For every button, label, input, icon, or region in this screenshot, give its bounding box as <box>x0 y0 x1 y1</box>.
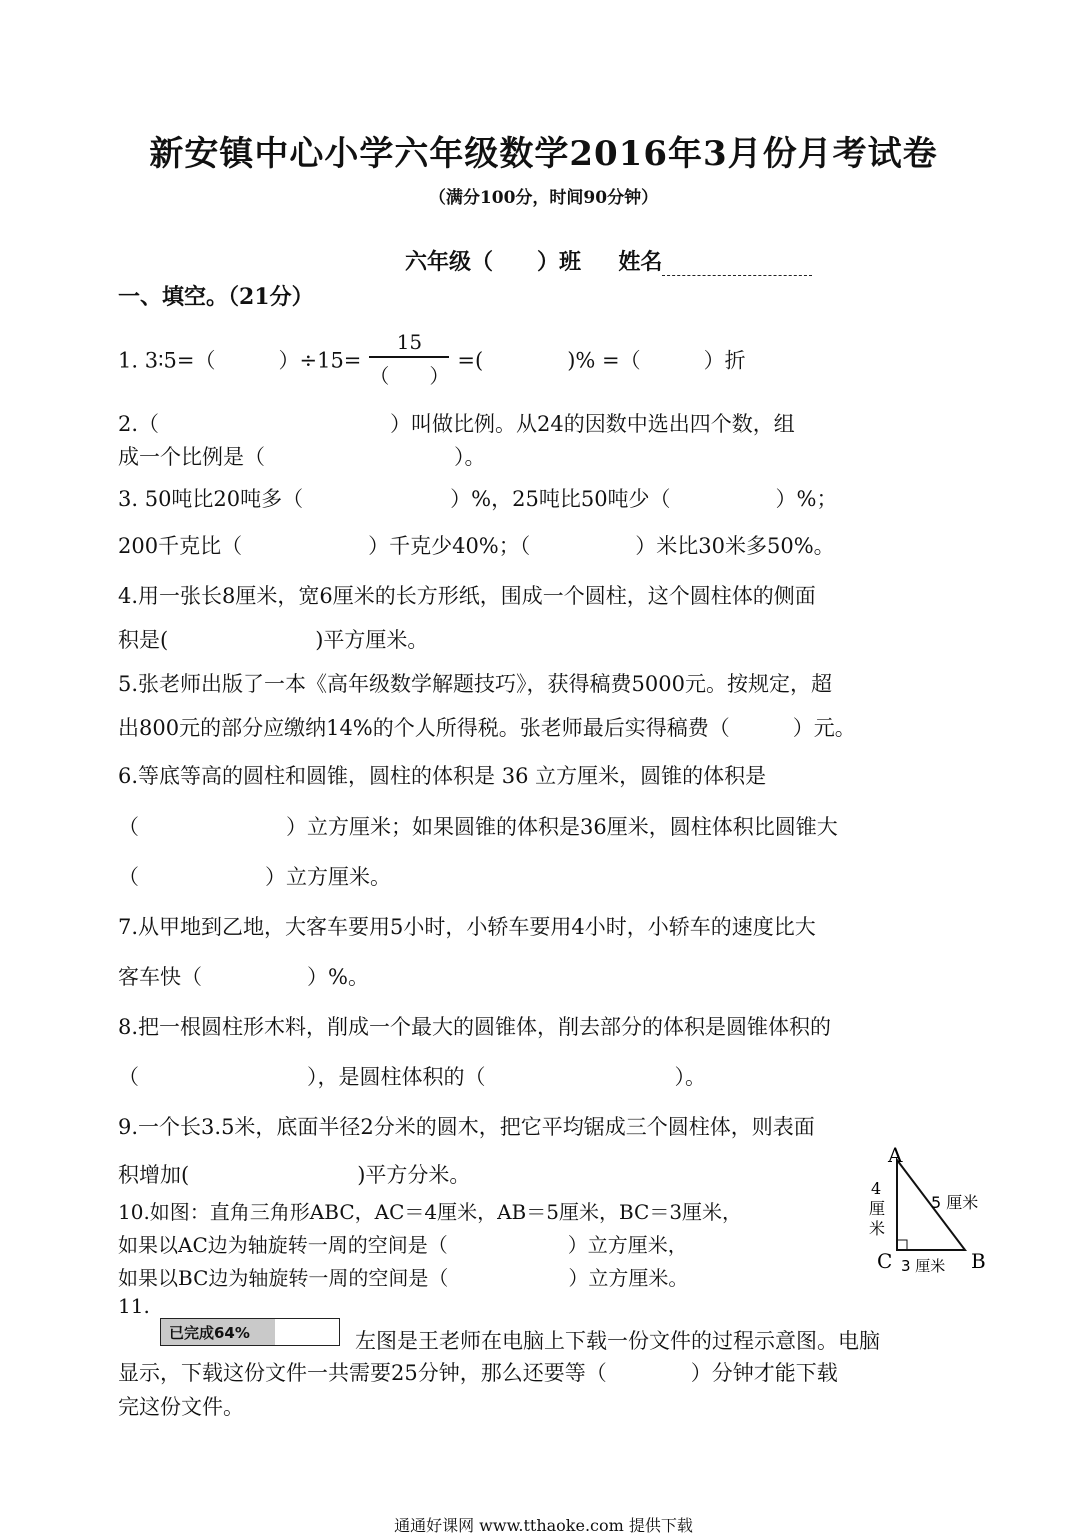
name-label: 姓名 <box>618 249 663 275</box>
question-3-line-1: 3. 50吨比20吨多（ ）%，25吨比50吨少（ ）%； <box>118 487 838 511</box>
question-6-line-2: （ ）立方厘米；如果圆锥的体积是36厘米，圆柱体积比圆锥大 <box>118 815 838 839</box>
page-title: 新安镇中心小学六年级数学2016年3月份月考试卷 <box>149 134 938 174</box>
ac-label-mi: 米 <box>869 1219 886 1238</box>
question-8-line-1: 8.把一根圆柱形木料，削成一个最大的圆锥体，削去部分的体积是圆锥体积的 <box>118 1015 832 1039</box>
question-9-line-1: 9.一个长3.5米，底面半径2分米的圆木，把它平均锯成三个圆柱体，则表面 <box>118 1115 815 1139</box>
ac-label-li: 厘 <box>869 1199 886 1218</box>
question-1 <box>118 330 746 389</box>
question-7-line-1: 7.从甲地到乙地，大客车要用5小时，小轿车要用4小时，小轿车的速度比大 <box>118 915 816 939</box>
footer-text: 通通好课网 www.tthaoke.com 提供下载 <box>394 1516 693 1535</box>
vertex-c: C <box>877 1249 893 1273</box>
download-progress-bar <box>160 1318 340 1346</box>
question-11-line-3: 完这份文件。 <box>118 1395 244 1419</box>
ab-label: 5 厘米 <box>931 1193 979 1212</box>
question-6-line-1: 6.等底等高的圆柱和圆锥，圆柱的体积是 36 立方厘米，圆锥的体积是 <box>118 764 767 788</box>
question-11-line-1: 左图是王老师在电脑上下载一份文件的过程示意图。电脑 <box>355 1329 880 1353</box>
q1-fraction <box>369 330 449 389</box>
question-10-line-2: 如果以AC边为轴旋转一周的空间是（ ）立方厘米， <box>118 1233 688 1257</box>
class-name-line <box>405 245 812 276</box>
question-9-line-2: 积增加( )平方分米。 <box>118 1163 471 1187</box>
question-5-line-1: 5.张老师出版了一本《高年级数学解题技巧》，获得稿费5000元。按规定，超 <box>118 672 832 696</box>
question-11-line-2: 显示，下载这份文件一共需要25分钟，那么还要等（ ）分钟才能下载 <box>118 1361 838 1385</box>
name-blank[interactable] <box>662 253 812 276</box>
ac-label-digit: 4 <box>871 1179 882 1198</box>
page-subtitle: （满分100分，时间90分钟） <box>428 188 659 208</box>
q1-frac-denominator: （ ） <box>369 364 450 388</box>
question-2-line-1: 2.（ ）叫做比例。从24的因数中选出四个数，组 <box>118 412 795 436</box>
question-5-line-2: 出800元的部分应缴纳14%的个人所得税。张老师最后实得稿费（ ）元。 <box>118 716 856 740</box>
question-8-line-2: （ ），是圆柱体积的（ ）。 <box>118 1065 706 1089</box>
question-10-line-3: 如果以BC边为轴旋转一周的空间是（ ）立方厘米。 <box>118 1266 689 1290</box>
q1-prefix: 1. 3∶5=（ ）÷15= <box>118 348 362 373</box>
right-angle-mark <box>897 1240 907 1250</box>
question-2-line-2: 成一个比例是（ ）。 <box>118 445 486 469</box>
bc-label: 3 厘米 <box>901 1257 946 1275</box>
vertex-a: A <box>888 1143 903 1167</box>
q1-suffix: =( )% =（ ）折 <box>457 348 746 373</box>
triangle-figure <box>855 1140 1005 1280</box>
progress-text: 已完成64% <box>169 1324 250 1342</box>
vertex-b: B <box>971 1249 986 1273</box>
question-3-line-2: 200千克比（ ）千克少40%；（ ）米比30米多50%。 <box>118 534 835 558</box>
class-label: 六年级（ ）班 <box>405 249 582 275</box>
q1-frac-numerator: 15 <box>369 330 449 358</box>
question-4-line-1: 4.用一张长8厘米，宽6厘米的长方形纸，围成一个圆柱，这个圆柱体的侧面 <box>118 584 816 608</box>
question-6-line-3: （ ）立方厘米。 <box>118 865 391 889</box>
question-10-line-1: 10.如图：直角三角形ABC，AC＝4厘米，AB＝5厘米，BC＝3厘米， <box>118 1200 743 1224</box>
question-4-line-2: 积是( )平方厘米。 <box>118 628 429 652</box>
question-7-line-2: 客车快（ ）%。 <box>118 965 369 989</box>
section-heading: 一、填空。（21分） <box>118 284 314 310</box>
question-11-number: 11. <box>118 1294 150 1318</box>
